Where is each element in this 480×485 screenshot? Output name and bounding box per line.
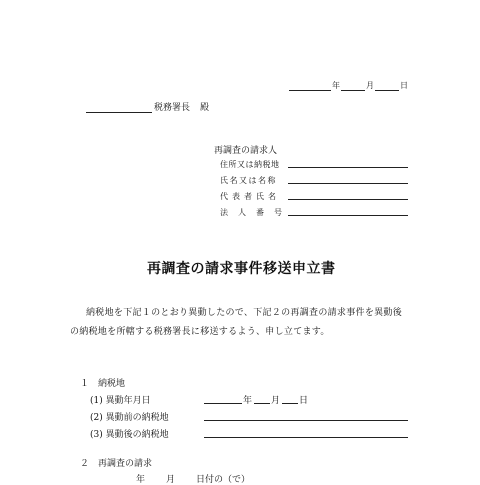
field-label-representative: 代表者氏名 — [220, 192, 280, 201]
month-label: 月 — [366, 81, 374, 90]
field-input-name[interactable] — [288, 183, 408, 184]
item-new-location-label: (3) 異動後の納税地 — [90, 430, 169, 440]
document-title: 再調査の請求事件移送申立書 — [147, 261, 336, 277]
field-input-address[interactable] — [288, 167, 408, 168]
item-change-date-label: (1) 異動年月日 — [90, 396, 151, 406]
change-date-year-blank[interactable] — [204, 403, 242, 404]
requester-heading: 再調査の請求人 — [214, 146, 278, 156]
change-date-day-blank[interactable] — [282, 403, 298, 404]
tax-office-suffix: 税務署長 — [154, 103, 191, 113]
section2-heading: ２ 再調査の請求 — [80, 459, 153, 469]
month-blank[interactable] — [341, 90, 365, 91]
new-location-input[interactable] — [204, 437, 408, 438]
request-month-label: 月 — [166, 475, 176, 485]
year-blank[interactable] — [289, 90, 331, 91]
previous-location-input[interactable] — [204, 420, 408, 421]
day-blank[interactable] — [375, 90, 399, 91]
field-label-name: 氏名又は名称 — [220, 176, 277, 185]
honorific: 殿 — [200, 103, 210, 113]
change-date-year-label: 年 — [243, 396, 253, 406]
item-previous-location-label: (2) 異動前の納税地 — [90, 413, 169, 423]
request-date-text: 日付の（で） — [196, 475, 251, 485]
section1-heading: １ 納税地 — [80, 379, 126, 389]
change-date-day-label: 日 — [299, 396, 309, 406]
field-input-corporate-number[interactable] — [288, 215, 408, 216]
year-label: 年 — [332, 81, 340, 90]
change-date-month-blank[interactable] — [254, 403, 270, 404]
body-line-2: の納税地を所轄する税務署長に移送するよう、申し立てます。 — [70, 327, 330, 337]
field-label-corporate-number: 法人番号 — [220, 208, 292, 217]
request-year-label: 年 — [136, 475, 146, 485]
body-line-1: 納税地を下記１のとおり異動したので、下記２の再調査の請求事件を異動後 — [86, 308, 403, 318]
field-input-representative[interactable] — [288, 199, 408, 200]
day-label: 日 — [400, 81, 408, 90]
change-date-month-label: 月 — [271, 396, 281, 406]
tax-office-blank[interactable] — [86, 112, 152, 113]
field-label-address: 住所又は納税地 — [220, 160, 280, 169]
